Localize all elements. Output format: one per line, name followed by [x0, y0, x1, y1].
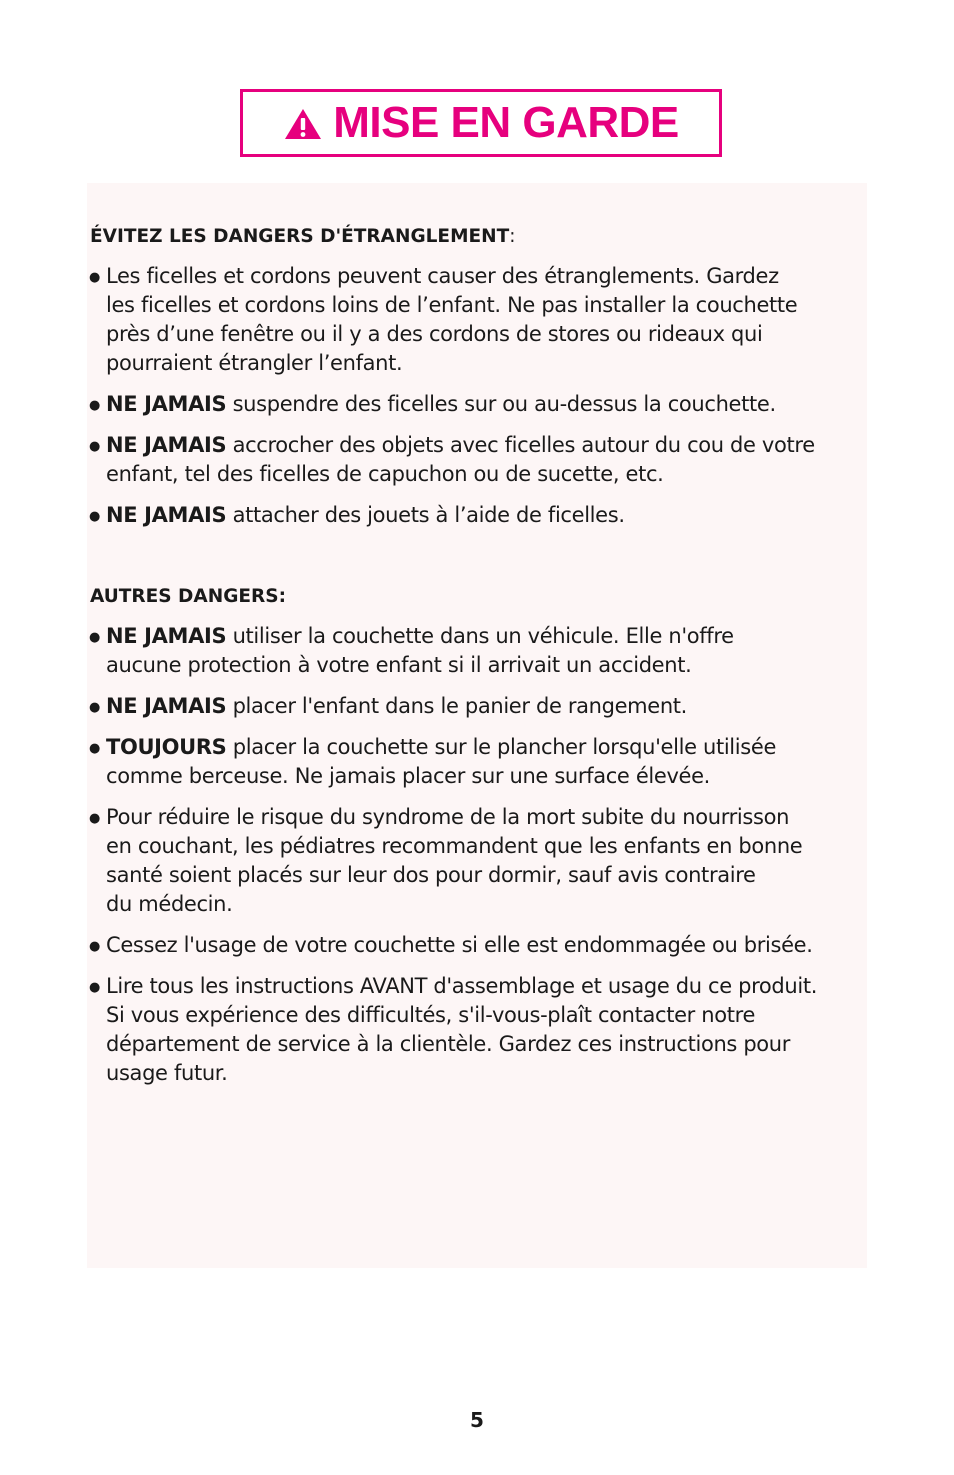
item-lead: NE JAMAIS [106, 433, 227, 457]
item-lead: TOUJOURS [106, 735, 227, 759]
list-item [89, 931, 864, 960]
list-item [89, 390, 864, 419]
bullet-icon: ● [89, 439, 100, 454]
section-heading-strangulation [90, 222, 864, 251]
item-text-line: placer l'enfant dans le panier de rangement. [232, 694, 688, 718]
section-heading-other-dangers: AUTRES DANGERS: [90, 586, 286, 607]
item-lead: NE JAMAIS [106, 392, 227, 416]
item-text-line: Cessez l'usage de votre couchette si elle est endommagée ou brisée. [106, 933, 813, 957]
warning-title: MISE EN GARDE [333, 98, 679, 147]
item-text-line: du médecin. [106, 892, 233, 916]
section-heading-suffix: : [509, 226, 516, 247]
bullet-icon: ● [89, 270, 100, 285]
warning-content [89, 222, 864, 1100]
item-lead: NE JAMAIS [106, 503, 227, 527]
page-number: 5 [470, 1408, 484, 1432]
bullet-icon: ● [89, 398, 100, 413]
item-text-line: usage futur. [106, 1061, 228, 1085]
item-text-line: placer la couchette sur le plancher lorsqu'elle utilisée [232, 735, 777, 759]
item-text-line: santé soient placés sur leur dos pour dormir, sauf avis contraire [106, 863, 756, 887]
list-item [89, 501, 864, 530]
list-item [89, 733, 864, 791]
item-text-line: pourraient étrangler l’enfant. [106, 351, 403, 375]
item-text-line: suspendre des ficelles sur ou au-dessus la couchette. [232, 392, 776, 416]
item-text-line: utiliser la couchette dans un véhicule. Elle n'offre [232, 624, 734, 648]
item-text-line: Lire tous les instructions AVANT d'assemblage et usage du ce produit. [106, 974, 818, 998]
bullet-icon: ● [89, 630, 100, 645]
item-text-line: les ficelles et cordons loins de l’enfant. Ne pas installer la couchette [106, 293, 798, 317]
section-heading-text: ÉVITEZ LES DANGERS D'ÉTRANGLEMENT [90, 226, 510, 247]
list-item [89, 692, 864, 721]
item-text-line: accrocher des objets avec ficelles autour du cou de votre [232, 433, 815, 457]
list-item [89, 622, 864, 680]
strangulation-list [89, 262, 864, 530]
item-lead: NE JAMAIS [106, 624, 227, 648]
item-text-line: comme berceuse. Ne jamais placer sur une surface élevée. [106, 764, 710, 788]
item-text-line: Pour réduire le risque du syndrome de la mort subite du nourrisson [106, 805, 790, 829]
bullet-icon: ● [89, 980, 100, 995]
item-text-line: en couchant, les pédiatres recommandent que les enfants en bonne [106, 834, 803, 858]
item-text-line: enfant, tel des ficelles de capuchon ou de sucette, etc. [106, 462, 664, 486]
bullet-icon: ● [89, 509, 100, 524]
item-text-line: département de service à la clientèle. Gardez ces instructions pour [106, 1032, 791, 1056]
warning-triangle-icon [283, 107, 323, 141]
bullet-icon: ● [89, 741, 100, 756]
other-dangers-list [89, 622, 864, 1088]
list-item [89, 262, 864, 378]
warning-banner [240, 89, 722, 157]
item-lead: NE JAMAIS [106, 694, 227, 718]
item-text-line: aucune protection à votre enfant si il arrivait un accident. [106, 653, 692, 677]
item-text-line: Les ficelles et cordons peuvent causer des étranglements. Gardez [106, 264, 779, 288]
item-text-line: près d’une fenêtre ou il y a des cordons de stores ou rideaux qui [106, 322, 763, 346]
bullet-icon: ● [89, 700, 100, 715]
list-item [89, 972, 864, 1088]
bullet-icon: ● [89, 939, 100, 954]
item-text-line: Si vous expérience des difficultés, s'il-vous-plaît contacter notre [106, 1003, 756, 1027]
list-item [89, 803, 864, 919]
list-item [89, 431, 864, 489]
item-text-line: attacher des jouets à l’aide de ficelles. [232, 503, 625, 527]
bullet-icon: ● [89, 811, 100, 826]
